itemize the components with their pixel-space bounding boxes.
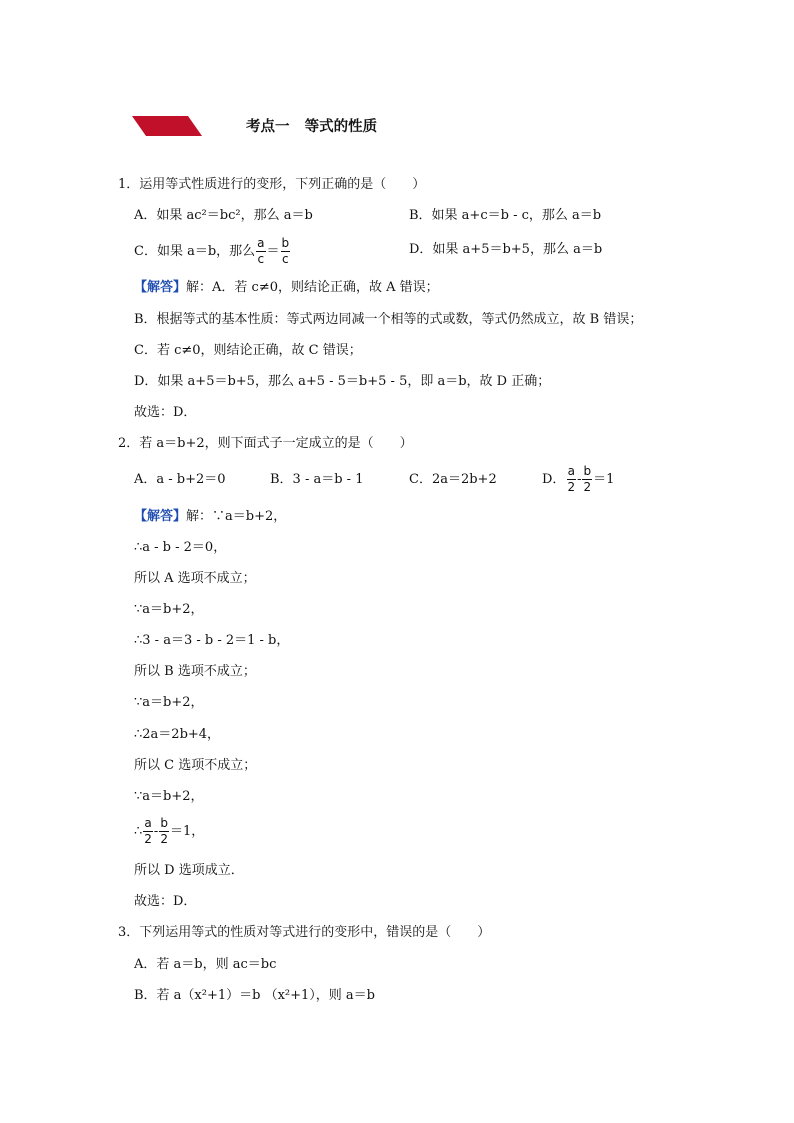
q2-answer-line-3: ∴3 - a＝3 - b - 2＝1 - b， (134, 633, 290, 648)
q2-stem: 2．若 a＝b+2，则下面式子一定成立的是（ ） (118, 436, 413, 451)
fraction-denominator: 2 (160, 832, 168, 846)
section-banner-icon (132, 116, 202, 136)
q1-answer-line-2: C．若 c≠0，则结论正确，故 C 错误； (134, 343, 362, 358)
q1-option-c-fraction-a (256, 237, 265, 266)
q2-answer-fraction-b (159, 817, 169, 846)
fraction-numerator: b (583, 464, 592, 478)
option-prefix: D． (542, 472, 566, 487)
q2-answer-tail-0: 所以 D 选项成立． (134, 863, 244, 878)
q2-answer-line-1: 所以 A 选项不成立； (134, 571, 256, 586)
fraction-denominator: 2 (144, 832, 152, 846)
q2-option-c: C．2a＝2b+2 (409, 472, 497, 487)
section-title: 考点一 等式的性质 (246, 119, 378, 135)
q1-option-c (134, 236, 291, 268)
q2-option-a: A．a - b+2＝0 (134, 472, 226, 487)
fraction-denominator: 2 (583, 480, 592, 494)
q1-answer-line-3: D．如果 a+5＝b+5，那么 a+5 - 5＝b+5 - 5，即 a＝b，故 D 正确； (134, 374, 551, 389)
q1-option-b: B．如果 a+c＝b - c，那么 a＝b (409, 208, 602, 223)
q2-answer-fraction-a (143, 817, 153, 846)
q2-answer-tail-1: 故选：D． (134, 894, 197, 909)
fraction-denominator: c (282, 252, 289, 266)
q2-answer-line-6: ∴2a＝2b+4， (134, 727, 221, 742)
fraction-numerator: a (257, 236, 265, 250)
q2-answer-line-2: ∵a＝b+2， (134, 602, 204, 617)
q1-option-c-fraction-b (281, 237, 291, 266)
option-suffix: ＝1 (593, 472, 615, 487)
q2-option-d-fraction-a (566, 465, 576, 494)
q2-option-d-fraction-b (582, 465, 592, 494)
q1-option-c-equals: ＝ (266, 244, 280, 259)
fraction-denominator: 2 (567, 480, 576, 494)
fraction-numerator: a (567, 464, 575, 478)
q3-option-a: A．若 a＝b，则 ac＝bc (134, 957, 277, 972)
q1-option-d: D．如果 a+5＝b+5，那么 a＝b (409, 242, 603, 257)
q2-option-b: B．3 - a＝b - 1 (270, 472, 364, 487)
answer-text: 解：A．若 c≠0，则结论正确，故 A 错误； (186, 280, 439, 295)
minus-sign: - (577, 472, 582, 487)
q2-answer-first (134, 508, 286, 526)
q1-answer-line-4: 故选：D． (134, 405, 197, 420)
q3-option-b: B．若 a（x²+1）＝b （x²+1），则 a＝b (134, 988, 376, 1003)
q1-stem: 1．运用等式性质进行的变形，下列正确的是（ ） (118, 177, 426, 192)
minus-sign: - (153, 824, 159, 839)
q1-option-c-prefix: C．如果 a＝b，那么 (134, 244, 256, 259)
q2-answer-line-4: 所以 B 选项不成立； (134, 664, 256, 679)
answer-tag: 【解答】 (134, 509, 187, 524)
answer-tag: 【解答】 (134, 280, 187, 295)
answer-text: 解：∵a＝b+2， (186, 509, 287, 524)
line-suffix: ＝1， (169, 824, 205, 839)
q1-answer-line-1: B．根据等式的基本性质：等式两边同减一个相等的式或数，等式仍然成立，故 B 错误； (134, 312, 643, 327)
q1-answer-line-0 (134, 279, 439, 297)
q2-answer-line-5: ∵a＝b+2， (134, 695, 204, 710)
q1-option-a: A．如果 ac²＝bc²，那么 a＝b (134, 208, 313, 223)
q2-option-d (542, 464, 614, 496)
fraction-denominator: c (257, 252, 265, 266)
q2-answer-line-8: ∵a＝b+2， (134, 789, 204, 804)
fraction-numerator: b (281, 236, 290, 250)
fraction-numerator: b (160, 816, 168, 830)
fraction-numerator: a (144, 816, 152, 830)
therefore-symbol: ∴ (134, 824, 143, 839)
q2-answer-line-0: ∴a - b - 2＝0， (134, 540, 227, 555)
q2-answer-fraction-line (134, 816, 204, 848)
q2-answer-line-7: 所以 C 选项不成立； (134, 758, 257, 773)
q3-stem: 3．下列运用等式的性质对等式进行的变形中，错误的是（ ） (118, 925, 491, 940)
